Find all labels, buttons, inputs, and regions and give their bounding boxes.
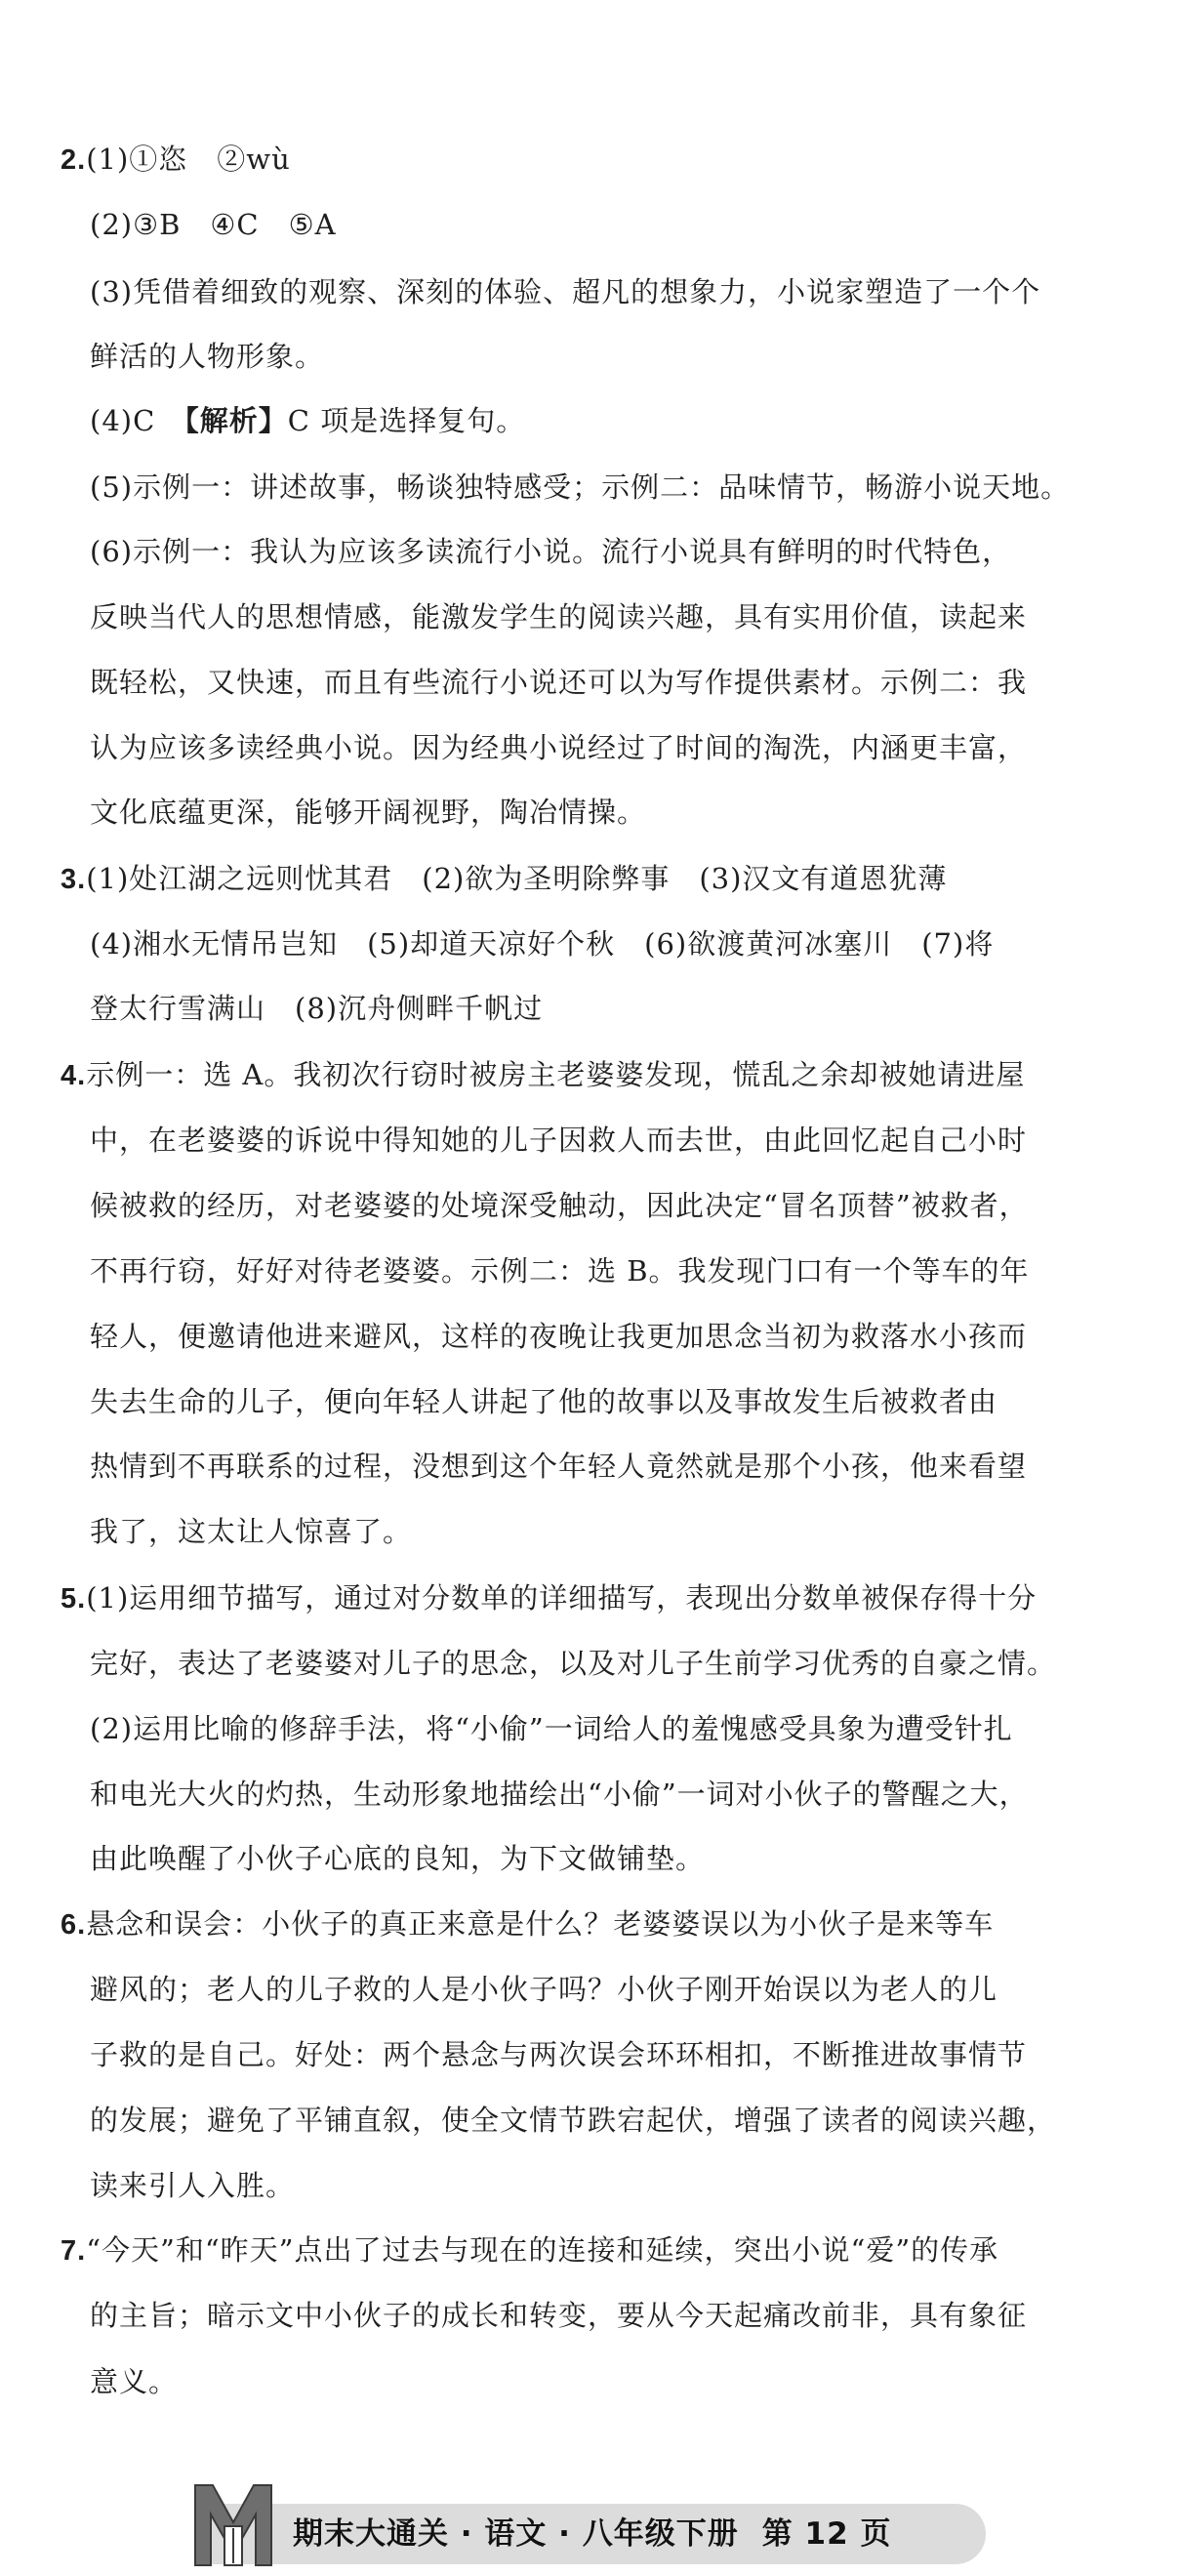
item-2-line-10: 认为应该多读经典小说。因为经典小说经过了时间的淘洗，内涵更丰富，: [90, 731, 1028, 764]
item-number: 4.: [61, 1060, 87, 1091]
item-2-line-11: 文化底蕴更深，能够开阔视野，陶冶情操。: [90, 796, 647, 829]
item-3-line-1: [61, 859, 947, 899]
answer-text: C 项是选择复句。: [287, 404, 526, 437]
page-number: 第 12 页: [761, 2516, 892, 2552]
item-4-line-5: 轻人，便邀请他进来避风，这样的夜晚让我更加思念当初为救落水小孩而: [90, 1320, 1028, 1353]
item-number: 7.: [61, 2235, 87, 2267]
item-6-line-4: 的发展；避免了平铺直叙，使全文情节跌宕起伏，增强了读者的阅读兴趣，: [90, 2104, 1057, 2137]
item-number: 3.: [61, 864, 87, 895]
item-6-line-2: 避风的；老人的儿子救的人是小伙子吗？小伙子刚开始误以为老人的儿: [90, 1973, 998, 2006]
answer-text: (1)处江湖之远则忧其君 (2)欲为圣明除弊事 (3)汉文有道恩犹薄: [86, 862, 948, 895]
answer-text: “今天”和“昨天”点出了过去与现在的连接和延续，突出小说“爱”的传承: [86, 2233, 999, 2267]
book-title: 期末大通关 · 语文 · 八年级下册: [293, 2516, 739, 2552]
item-7-line-2: 的主旨；暗示文中小伙子的成长和转变，要从今天起痛改前非，具有象征: [90, 2299, 1028, 2332]
item-6-line-5: 读来引人入胜。: [90, 2169, 296, 2202]
item-2-line-6: (5)示例一：讲述故事，畅谈独特感受；示例二：品味情节，畅游小说天地。: [90, 470, 1071, 504]
item-number: 6.: [61, 1909, 87, 1941]
item-5-line-3: (2)运用比喻的修辞手法，将“小偷”一词给人的羞愧感受具象为遭受针扎: [90, 1712, 1013, 1745]
item-7-line-3: 意义。: [90, 2365, 179, 2398]
item-4-line-3: 候被救的经历，对老婆婆的处境深受触动，因此决定“冒名顶替”被救者，: [90, 1189, 1029, 1222]
item-2-line-5: [90, 401, 525, 440]
answer-text: (1)运用细节描写，通过对分数单的详细描写，表现出分数单被保存得十分: [86, 1581, 1038, 1615]
item-4-line-1: [61, 1055, 1025, 1095]
item-4-line-7: 热情到不再联系的过程，没想到这个年轻人竟然就是那个小孩，他来看望: [90, 1450, 1028, 1483]
item-5-line-2: 完好，表达了老婆婆对儿子的思念，以及对儿子生前学习优秀的自豪之情。: [90, 1647, 1057, 1680]
publisher-logo-icon: [191, 2479, 275, 2569]
item-2-line-1: [61, 140, 291, 180]
item-4-line-2: 中，在老婆婆的诉说中得知她的儿子因救人而去世，由此回忆起自己小时: [90, 1124, 1028, 1157]
item-2-line-2: (2)③B ④C ⑤A: [90, 208, 337, 241]
item-3-line-3: 登太行雪满山 (8)沉舟侧畔千帆过: [90, 992, 544, 1025]
item-6-line-3: 子救的是自己。好处：两个悬念与两次误会环环相扣，不断推进故事情节: [90, 2038, 1028, 2071]
item-7-line-1: [61, 2230, 998, 2270]
answer-text: (4)C: [90, 404, 185, 437]
item-2-line-3: (3)凭借着细致的观察、深刻的体验、超凡的想象力，小说家塑造了一个个: [90, 275, 1041, 308]
item-2-line-9: 既轻松，又快速，而且有些流行小说还可以为写作提供素材。示例二：我: [90, 666, 1028, 699]
item-2-line-8: 反映当代人的思想情感，能激发学生的阅读兴趣，具有实用价值，读起来: [90, 600, 1028, 634]
footer-title: [293, 2513, 891, 2556]
item-3-line-2: (4)湘水无情吊岂知 (5)却道天凉好个秋 (6)欲渡黄河冰塞川 (7)将: [90, 927, 995, 961]
answer-text: 悬念和误会：小伙子的真正来意是什么？老婆婆误以为小伙子是来等车: [86, 1907, 995, 1941]
item-5-line-1: [61, 1578, 1037, 1618]
item-4-line-6: 失去生命的儿子，便向年轻人讲起了他的故事以及事故发生后被救者由: [90, 1385, 998, 1418]
item-number: 5.: [61, 1583, 87, 1615]
item-5-line-5: 由此唤醒了小伙子心底的良知，为下文做铺垫。: [90, 1842, 706, 1875]
item-4-line-8: 我了，这太让人惊喜了。: [90, 1515, 413, 1548]
item-2-line-4: 鲜活的人物形象。: [90, 340, 325, 373]
item-5-line-4: 和电光大火的灼热，生动形象地描绘出“小偷”一词对小伙子的警醒之大，: [90, 1778, 1029, 1811]
analysis-tag: 【解析】: [184, 404, 288, 437]
item-4-line-4: 不再行窃，好好对待老婆婆。示例二：选 B。我发现门口有一个等车的年: [90, 1254, 1030, 1288]
item-2-line-7: (6)示例一：我认为应该多读流行小说。流行小说具有鲜明的时代特色，: [90, 535, 1012, 568]
answer-text: 示例一：选 A。我初次行窃时被房主老婆婆发现，慌乱之余却被她请进屋: [86, 1058, 1026, 1091]
item-6-line-1: [61, 1904, 994, 1944]
item-number: 2.: [61, 144, 87, 176]
answer-text: (1)①恣 ②wù: [86, 143, 291, 176]
